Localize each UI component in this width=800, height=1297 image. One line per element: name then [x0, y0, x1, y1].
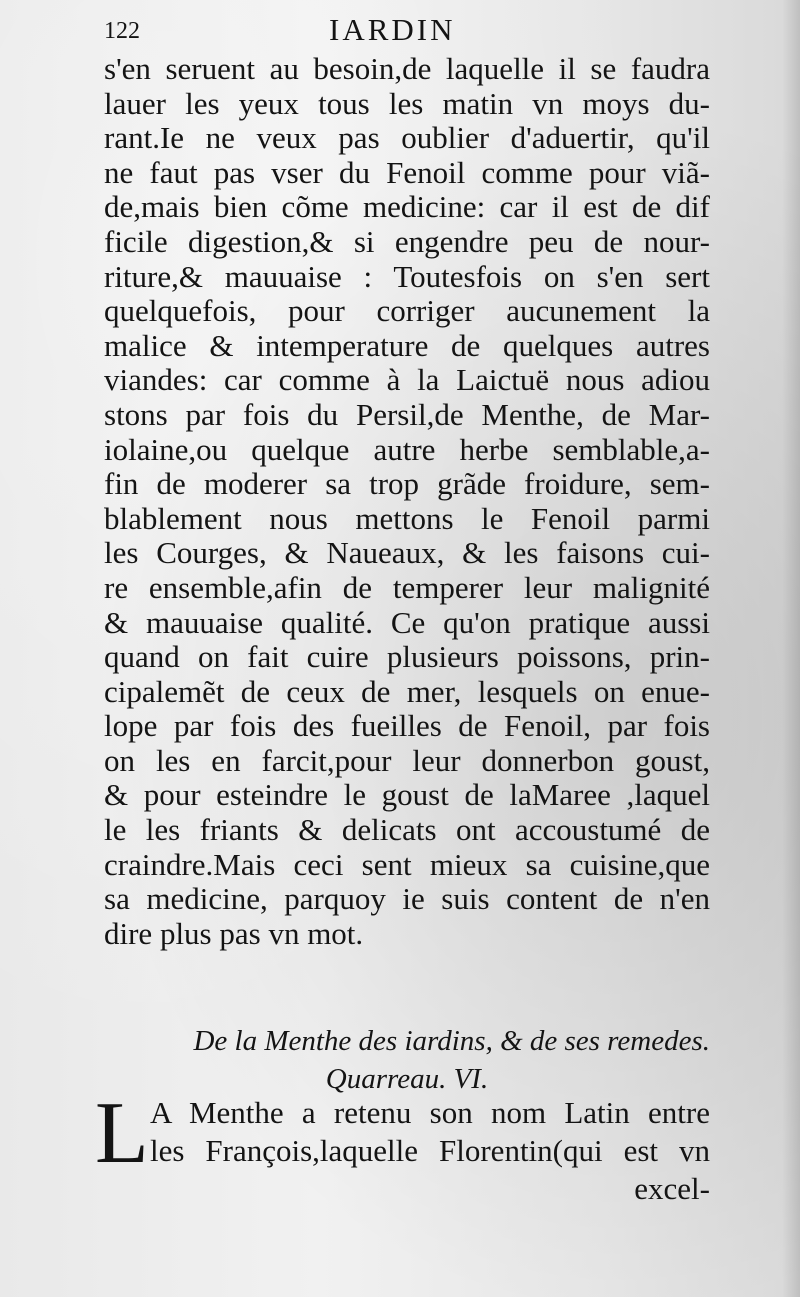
text-line-last: dire plus pas vn mot. [104, 915, 364, 951]
text-line: quand on fait cuire plusieurs poissons, prin- [104, 639, 710, 675]
text-line: les Courges, & Naueaux, & les faisons cui- [104, 535, 710, 571]
text-line: re ensemble,afin de temperer leur malignité [104, 569, 710, 605]
catchword: excel- [634, 1171, 710, 1206]
drop-cap-initial: L [95, 1085, 149, 1182]
text-line: fin de moderer sa trop grãde froidure, sem- [104, 466, 710, 502]
text-line: le les friants & delicats ont accoustumé de [104, 812, 710, 848]
second-paragraph [150, 1094, 710, 1170]
text-line: malice & intemperature de quelques autres [104, 327, 710, 363]
chapter-title: De la Menthe des iardins, & de ses remedes. [193, 1025, 710, 1057]
running-head: IARDIN [329, 12, 456, 47]
text-line: ne faut pas vser du Fenoil comme pour viã- [104, 154, 710, 190]
text-line: & pour esteindre le goust de laMaree ,laquel [104, 777, 710, 813]
text-line: sa medicine, parquoy ie suis content de n'en [104, 881, 710, 917]
body-paragraph [104, 52, 710, 951]
text-line: ficile digestion,& si engendre peu de nour- [104, 223, 710, 259]
text-line: stons par fois du Persil,de Menthe, de Mar- [104, 396, 710, 432]
text-line: on les en farcit,pour leur donnerbon goust, [104, 742, 710, 778]
page-number: 122 [104, 18, 140, 44]
text-line: lauer les yeux tous les matin vn moys du- [104, 85, 710, 121]
text-line: de,mais bien cõme medicine: car il est de dif [104, 189, 710, 225]
text-line: quelquefois, pour corriger aucunement la [104, 293, 710, 329]
text-line: craindre.Mais ceci sent mieux sa cuisine,que [104, 846, 710, 882]
page-edge-shadow [782, 0, 800, 1297]
text-line: cipalemẽt de ceux de mer, lesquels on enue- [104, 673, 710, 709]
page-header [104, 8, 704, 48]
text-line: lope par fois des fueilles de Fenoil, par fois [104, 708, 710, 744]
chapter-heading [104, 1022, 710, 1098]
text-line: riture,& mauuaise : Toutesfois on s'en sert [104, 258, 710, 294]
text-line: s'en seruent au besoin,de laquelle il se faudra [104, 51, 710, 86]
chapter-subtitle: Quarreau. VI. [325, 1063, 489, 1095]
text-line: blablement nous mettons le Fenoil parmi [104, 500, 710, 536]
text-line: rant.Ie ne veux pas oublier d'aduertir, qu'il [104, 120, 710, 156]
text-line: les François,laquelle Florentin(qui est vn [150, 1133, 710, 1168]
text-line: A Menthe a retenu son nom Latin entre [150, 1095, 710, 1130]
text-line: iolaine,ou quelque autre herbe semblable,a- [104, 431, 710, 467]
text-line: & mauuaise qualité. Ce qu'on pratique aussi [104, 604, 710, 640]
text-line: viandes: car comme à la Laictuë nous adiou [104, 362, 710, 398]
